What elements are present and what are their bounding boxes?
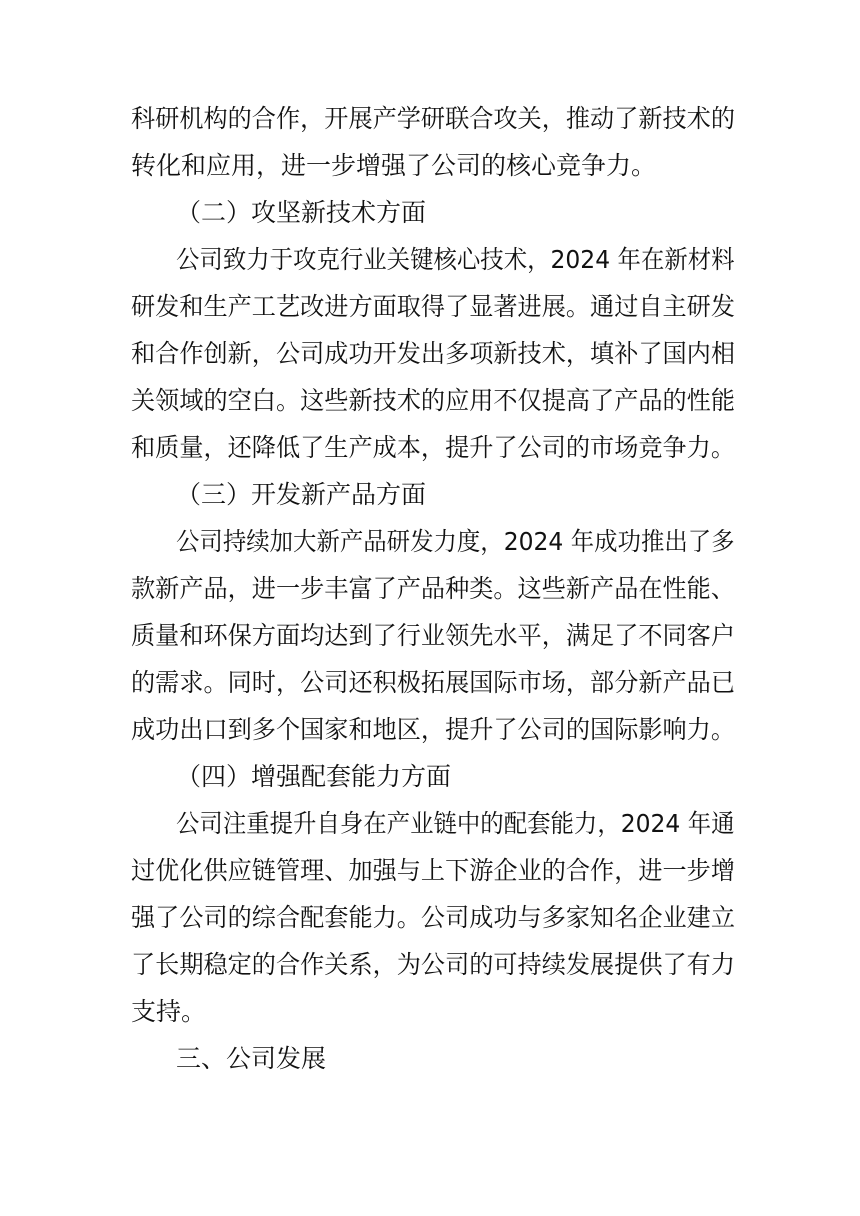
- paragraph-line: 公司注重提升自身在产业链中的配套能力，2024 年通: [176, 809, 735, 838]
- paragraph-line: 转化和应用，进一步增强了公司的核心竞争力。: [131, 151, 657, 180]
- paragraph-line: 和合作创新，公司成功开发出多项新技术，填补了国内相: [131, 339, 736, 368]
- paragraph-line: 和质量，还降低了生产成本，提升了公司的市场竞争力。: [131, 433, 736, 462]
- paragraph-line: 科研机构的合作，开展产学研联合攻关，推动了新技术的: [131, 104, 736, 133]
- paragraph-line: 关领域的空白。这些新技术的应用不仅提高了产品的性能: [131, 386, 736, 415]
- paragraph-line: 了长期稳定的合作关系，为公司的可持续发展提供了有力: [131, 950, 736, 979]
- paragraph-line: 支持。: [131, 997, 207, 1026]
- section-heading-2: （二）攻坚新技术方面: [176, 198, 427, 227]
- paragraph-line: 质量和环保方面均达到了行业领先水平，满足了不同客户: [131, 621, 736, 650]
- paragraph-line: 公司持续加大新产品研发力度，2024 年成功推出了多: [176, 527, 735, 556]
- paragraph-line: 研发和生产工艺改进方面取得了显著进展。通过自主研发: [131, 292, 736, 321]
- section-heading-3: （三）开发新产品方面: [176, 480, 427, 509]
- paragraph-line: 成功出口到多个国家和地区，提升了公司的国际影响力。: [131, 715, 736, 744]
- chapter-heading: 三、公司发展: [176, 1044, 327, 1073]
- section-heading-4: （四）增强配套能力方面: [176, 762, 452, 791]
- paragraph-line: 过优化供应链管理、加强与上下游企业的合作，进一步增: [131, 856, 736, 885]
- paragraph-line: 的需求。同时，公司还积极拓展国际市场，部分新产品已: [131, 668, 736, 697]
- paragraph-line: 强了公司的综合配套能力。公司成功与多家知名企业建立: [131, 903, 736, 932]
- paragraph-line: 款新产品，进一步丰富了产品种类。这些新产品在性能、: [131, 574, 736, 603]
- paragraph-line: 公司致力于攻克行业关键核心技术，2024 年在新材料: [176, 245, 735, 274]
